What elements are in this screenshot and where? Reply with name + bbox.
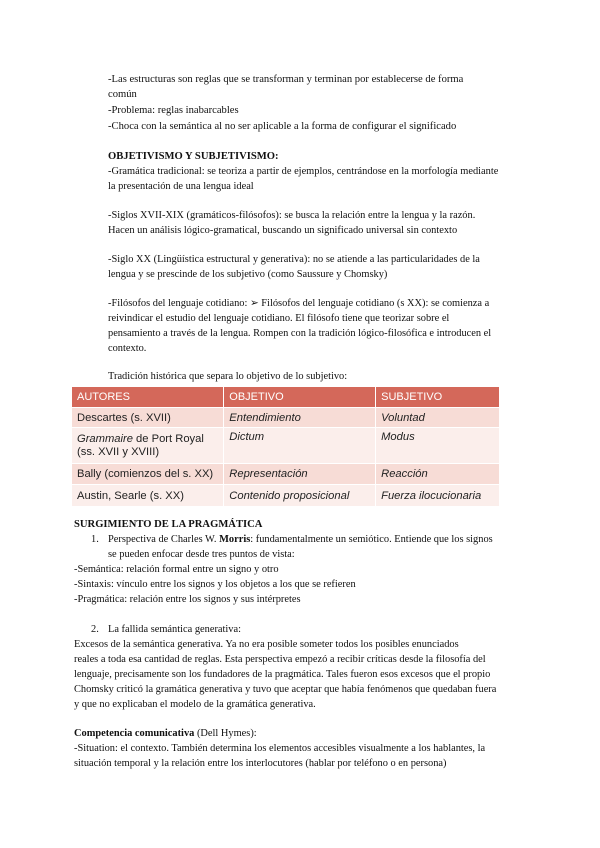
list-item-morris [108,533,493,547]
table-cell-subjetivo: Modus [376,428,500,464]
table-cell-objetivo: Entendimiento [224,408,376,428]
paragraph-line: pensamiento a través de la lengua. Rompen con la tradición lógico-filosófica e introducen el [108,328,492,339]
paragraph-line: -Siglo XX (Lingüística estructural y generativa): no se atiende a las particularidades de la [108,254,480,265]
paragraph-line: se pueden enfocar desde tres puntos de vista: [108,549,295,560]
intro-line: -Las estructuras son reglas que se transforman y terminan por establecerse de forma [108,74,464,85]
intro-line: común [108,89,137,100]
list-item-semantica-generativa: La fallida semántica generativa: [108,624,241,635]
paragraph-line: Excesos de la semántica generativa. Ya no era posible someter todos los posibles enunciados [74,639,459,650]
point-line: -Sintaxis: vínculo entre los signos y los objetos a los que se refieren [74,579,356,590]
paragraph-line: Hacen un análisis lógico-gramatical, buscando un significado universal sin contexto [108,225,458,236]
paragraph-line: reales a toda esa cantidad de reglas. Esta perspectiva empezó a recibir críticas desde la filosofía del [74,654,486,665]
paragraph-line: la presentación de una lengua ideal [108,181,254,192]
table-header-subjetivo: SUBJETIVO [376,387,500,408]
table-header-autores: AUTORES [72,387,224,408]
table-cell-subjetivo: Voluntad [376,408,500,428]
authors-table [72,387,500,506]
autor-line2: (ss. XVII y XVIII) [77,445,160,458]
table-row [72,408,500,428]
paragraph-line: lenguaje, precisamente son los fundadores de la pragmática. Tales fueron esos excesos que el propio [74,669,491,680]
table-cell-autor [72,428,224,464]
point-line: -Semántica: relación formal entre un signo y otro [74,564,279,575]
point-line: -Pragmática: relación entre los signos y sus intérpretes [74,594,301,605]
paragraph-line: -Situation: el contexto. También determina los elementos accesibles visualmente a los hablantes, la [74,743,486,754]
table-cell-autor: Bally (comienzos del s. XX) [72,464,224,485]
intro-line: -Choca con la semántica al no ser aplicable a la forma de configurar el significado [108,121,457,132]
table-row [72,485,500,507]
paragraph-line: situación temporal y la relación entre los interlocutores (hablar por teléfono o en persona) [74,758,447,769]
table-cell-objetivo: Contenido proposicional [224,485,376,507]
morris-name: Morris [219,534,251,545]
table-cell-autor: Descartes (s. XVII) [72,408,224,428]
paragraph-line: lengua y se prescinde de los subjetivo (como Saussure y Chomsky) [108,269,388,280]
table-header-objetivo: OBJETIVO [224,387,376,408]
section-heading-pragmatica: SURGIMIENTO DE LA PRAGMÁTICA [74,519,263,530]
paragraph-line: -Gramática tradicional: se teoriza a partir de ejemplos, centrándose en la morfología mediante [108,166,499,177]
table-cell-subjetivo: Reacción [376,464,500,485]
paragraph-line: -Filósofos del lenguaje cotidiano: ➢ Filósofos del lenguaje cotidiano (s XX): se comienza a [108,298,490,309]
list-number: 1. [91,534,99,545]
paragraph-line: Chomsky criticó la gramática generativa y tuvo que aceptar que había fenómenos que quedaban fuera [74,684,497,695]
competencia-title: Competencia comunicativa [74,728,195,739]
table-cell-objetivo: Representación [224,464,376,485]
paragraph-line: contexto. [108,343,147,354]
morris-text-b: : fundamentalmente un semiótico. Entiende que los signos [250,534,493,545]
section-heading-objetivismo: OBJETIVISMO Y SUBJETIVISMO: [108,151,279,162]
paragraph-line: y que no explicaban el modelo de la gramática generativa. [74,699,316,710]
paragraph-line: reivindicar el estudio del lenguaje cotidiano. El filósofo tiene que teorizar sobre el [108,313,450,324]
section-heading-competencia [74,727,257,741]
table-cell-autor: Austin, Searle (s. XX) [72,485,224,507]
table-cell-subjetivo: Fuerza ilocucionaria [376,485,500,507]
paragraph-line: -Siglos XVII-XIX (gramáticos-filósofos): se busca la relación entre la lengua y la razón. [108,210,476,221]
table-caption: Tradición histórica que separa lo objetivo de lo subjetivo: [108,371,348,382]
autor-rest: de Port Royal [132,432,204,445]
intro-line: -Problema: reglas inabarcables [108,105,239,116]
list-number: 2. [91,624,99,635]
morris-text-a: Perspectiva de Charles W. [108,534,220,545]
autor-italic-part: Grammaire [77,432,133,445]
competencia-author: (Dell Hymes): [194,728,257,739]
table-row [72,428,500,464]
table-cell-objetivo: Dictum [224,428,376,464]
table-row [72,464,500,485]
